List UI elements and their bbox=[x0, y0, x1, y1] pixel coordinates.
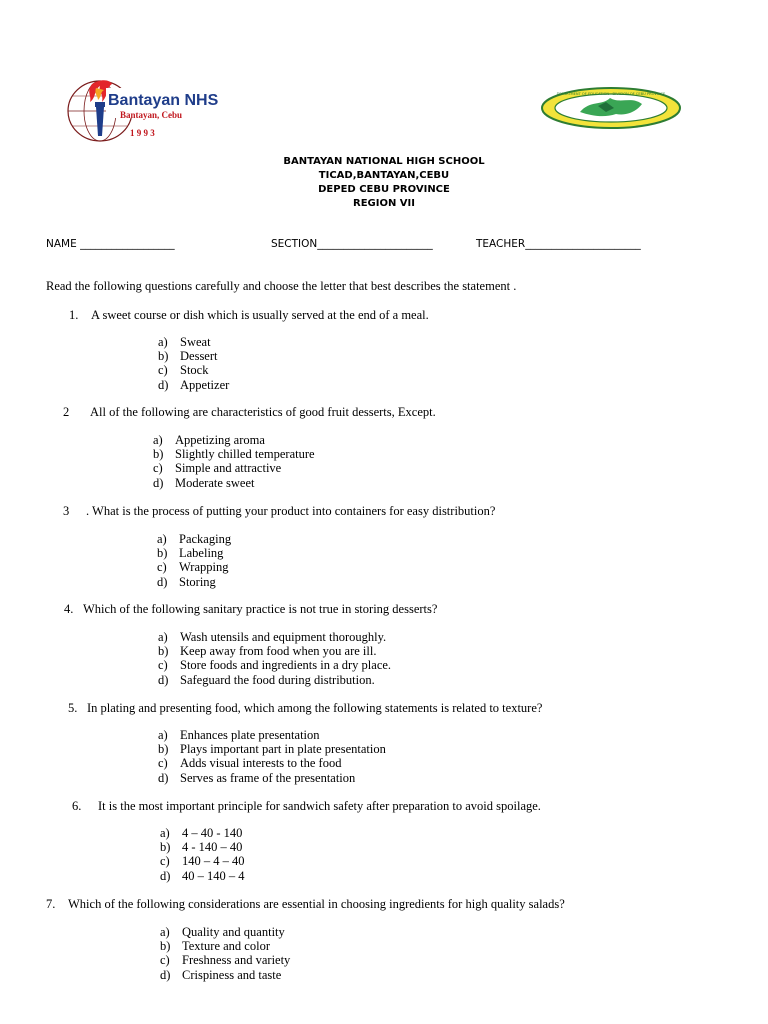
option-b[interactable]: b) Labeling bbox=[157, 546, 224, 561]
question-number: 5. bbox=[68, 701, 78, 715]
question-text: It is the most important principle for sandwich safety after preparation to avoid spoilage. bbox=[98, 799, 541, 813]
question-number: 6. bbox=[72, 799, 82, 813]
option-list bbox=[158, 630, 391, 687]
option-c[interactable]: c) Wrapping bbox=[157, 560, 229, 575]
seal-text: DEPARTMENT OF EDUCATION · DIVISION OF CEBU PROVINCE bbox=[556, 92, 666, 96]
question-text: Which of the following considerations are essential in choosing ingredients for high quality salads? bbox=[68, 897, 565, 911]
logo-subtitle: Bantayan, Cebu bbox=[120, 110, 183, 120]
option-c[interactable]: c) Simple and attractive bbox=[153, 461, 282, 476]
name-field[interactable]: NAME __________________ bbox=[46, 238, 175, 250]
option-d[interactable]: d) Storing bbox=[157, 574, 216, 589]
option-a[interactable]: a) Sweat bbox=[158, 335, 211, 349]
option-a[interactable]: a) Appetizing aroma bbox=[153, 433, 265, 447]
logo-title: Bantayan NHS bbox=[108, 92, 219, 109]
option-d[interactable]: d) Serves as frame of the presentation bbox=[158, 770, 356, 785]
question-number: 4. bbox=[64, 602, 74, 616]
option-list bbox=[160, 925, 290, 982]
section-field[interactable]: SECTION______________________ bbox=[271, 238, 433, 250]
option-a[interactable]: a) Packaging bbox=[157, 532, 232, 546]
option-list bbox=[157, 532, 231, 589]
question-number: 3 bbox=[63, 504, 70, 518]
question-text: A sweet course or dish which is usually served at the end of a meal. bbox=[91, 308, 429, 322]
question-number: 7. bbox=[46, 897, 56, 911]
logo-year: 1 9 9 3 bbox=[130, 128, 155, 138]
option-c[interactable]: c) Adds visual interests to the food bbox=[158, 756, 342, 771]
option-d[interactable]: d) Safeguard the food during distribution. bbox=[158, 672, 375, 687]
teacher-field[interactable]: TEACHER______________________ bbox=[476, 238, 641, 250]
school-address: TICAD,BANTAYAN,CEBU bbox=[318, 170, 450, 181]
question-number: 1. bbox=[69, 308, 79, 322]
option-a[interactable]: a) Wash utensils and equipment thoroughly. bbox=[158, 630, 387, 644]
option-b[interactable]: b) Texture and color bbox=[160, 939, 270, 954]
option-d[interactable]: d) 40 – 140 – 4 bbox=[160, 868, 245, 883]
division-name: DEPED CEBU PROVINCE bbox=[318, 184, 450, 195]
school-logo bbox=[62, 78, 219, 144]
option-a[interactable]: a) Quality and quantity bbox=[160, 925, 285, 939]
school-name: BANTAYAN NATIONAL HIGH SCHOOL bbox=[283, 156, 485, 167]
question-text: In plating and presenting food, which among the following statements is related to texture? bbox=[87, 701, 543, 715]
option-b[interactable]: b) Dessert bbox=[158, 349, 218, 364]
option-list bbox=[160, 826, 245, 883]
instructions: Read the following questions carefully and choose the letter that best describes the statement . bbox=[46, 279, 517, 293]
option-b[interactable]: b) 4 - 140 – 40 bbox=[160, 840, 243, 855]
question-number: 2 bbox=[63, 405, 70, 419]
option-c[interactable]: c) 140 – 4 – 40 bbox=[160, 854, 245, 869]
option-b[interactable]: b) Keep away from food when you are ill. bbox=[158, 644, 377, 659]
question-text: All of the following are characteristics of good fruit desserts, Except. bbox=[90, 405, 436, 419]
region-name: REGION VII bbox=[353, 198, 415, 209]
option-list bbox=[158, 335, 229, 392]
deped-seal bbox=[540, 86, 682, 130]
school-header bbox=[0, 155, 768, 211]
option-c[interactable]: c) Store foods and ingredients in a dry place. bbox=[158, 658, 392, 673]
option-d[interactable]: d) Moderate sweet bbox=[153, 475, 255, 490]
option-b[interactable]: b) Slightly chilled temperature bbox=[153, 447, 315, 462]
option-c[interactable]: c) Stock bbox=[158, 363, 209, 378]
option-d[interactable]: d) Crispiness and taste bbox=[160, 967, 282, 982]
student-info-fields bbox=[0, 238, 768, 254]
option-b[interactable]: b) Plays important part in plate presentation bbox=[158, 742, 386, 757]
option-list bbox=[153, 433, 315, 490]
question-text: Which of the following sanitary practice is not true in storing desserts? bbox=[83, 602, 438, 616]
option-a[interactable]: a) Enhances plate presentation bbox=[158, 728, 320, 742]
option-c[interactable]: c) Freshness and variety bbox=[160, 953, 291, 968]
option-d[interactable]: d) Appetizer bbox=[158, 377, 230, 392]
question-text: . What is the process of putting your product into containers for easy distribution? bbox=[86, 504, 496, 518]
option-a[interactable]: a) 4 – 40 - 140 bbox=[160, 826, 243, 840]
option-list bbox=[158, 728, 386, 785]
